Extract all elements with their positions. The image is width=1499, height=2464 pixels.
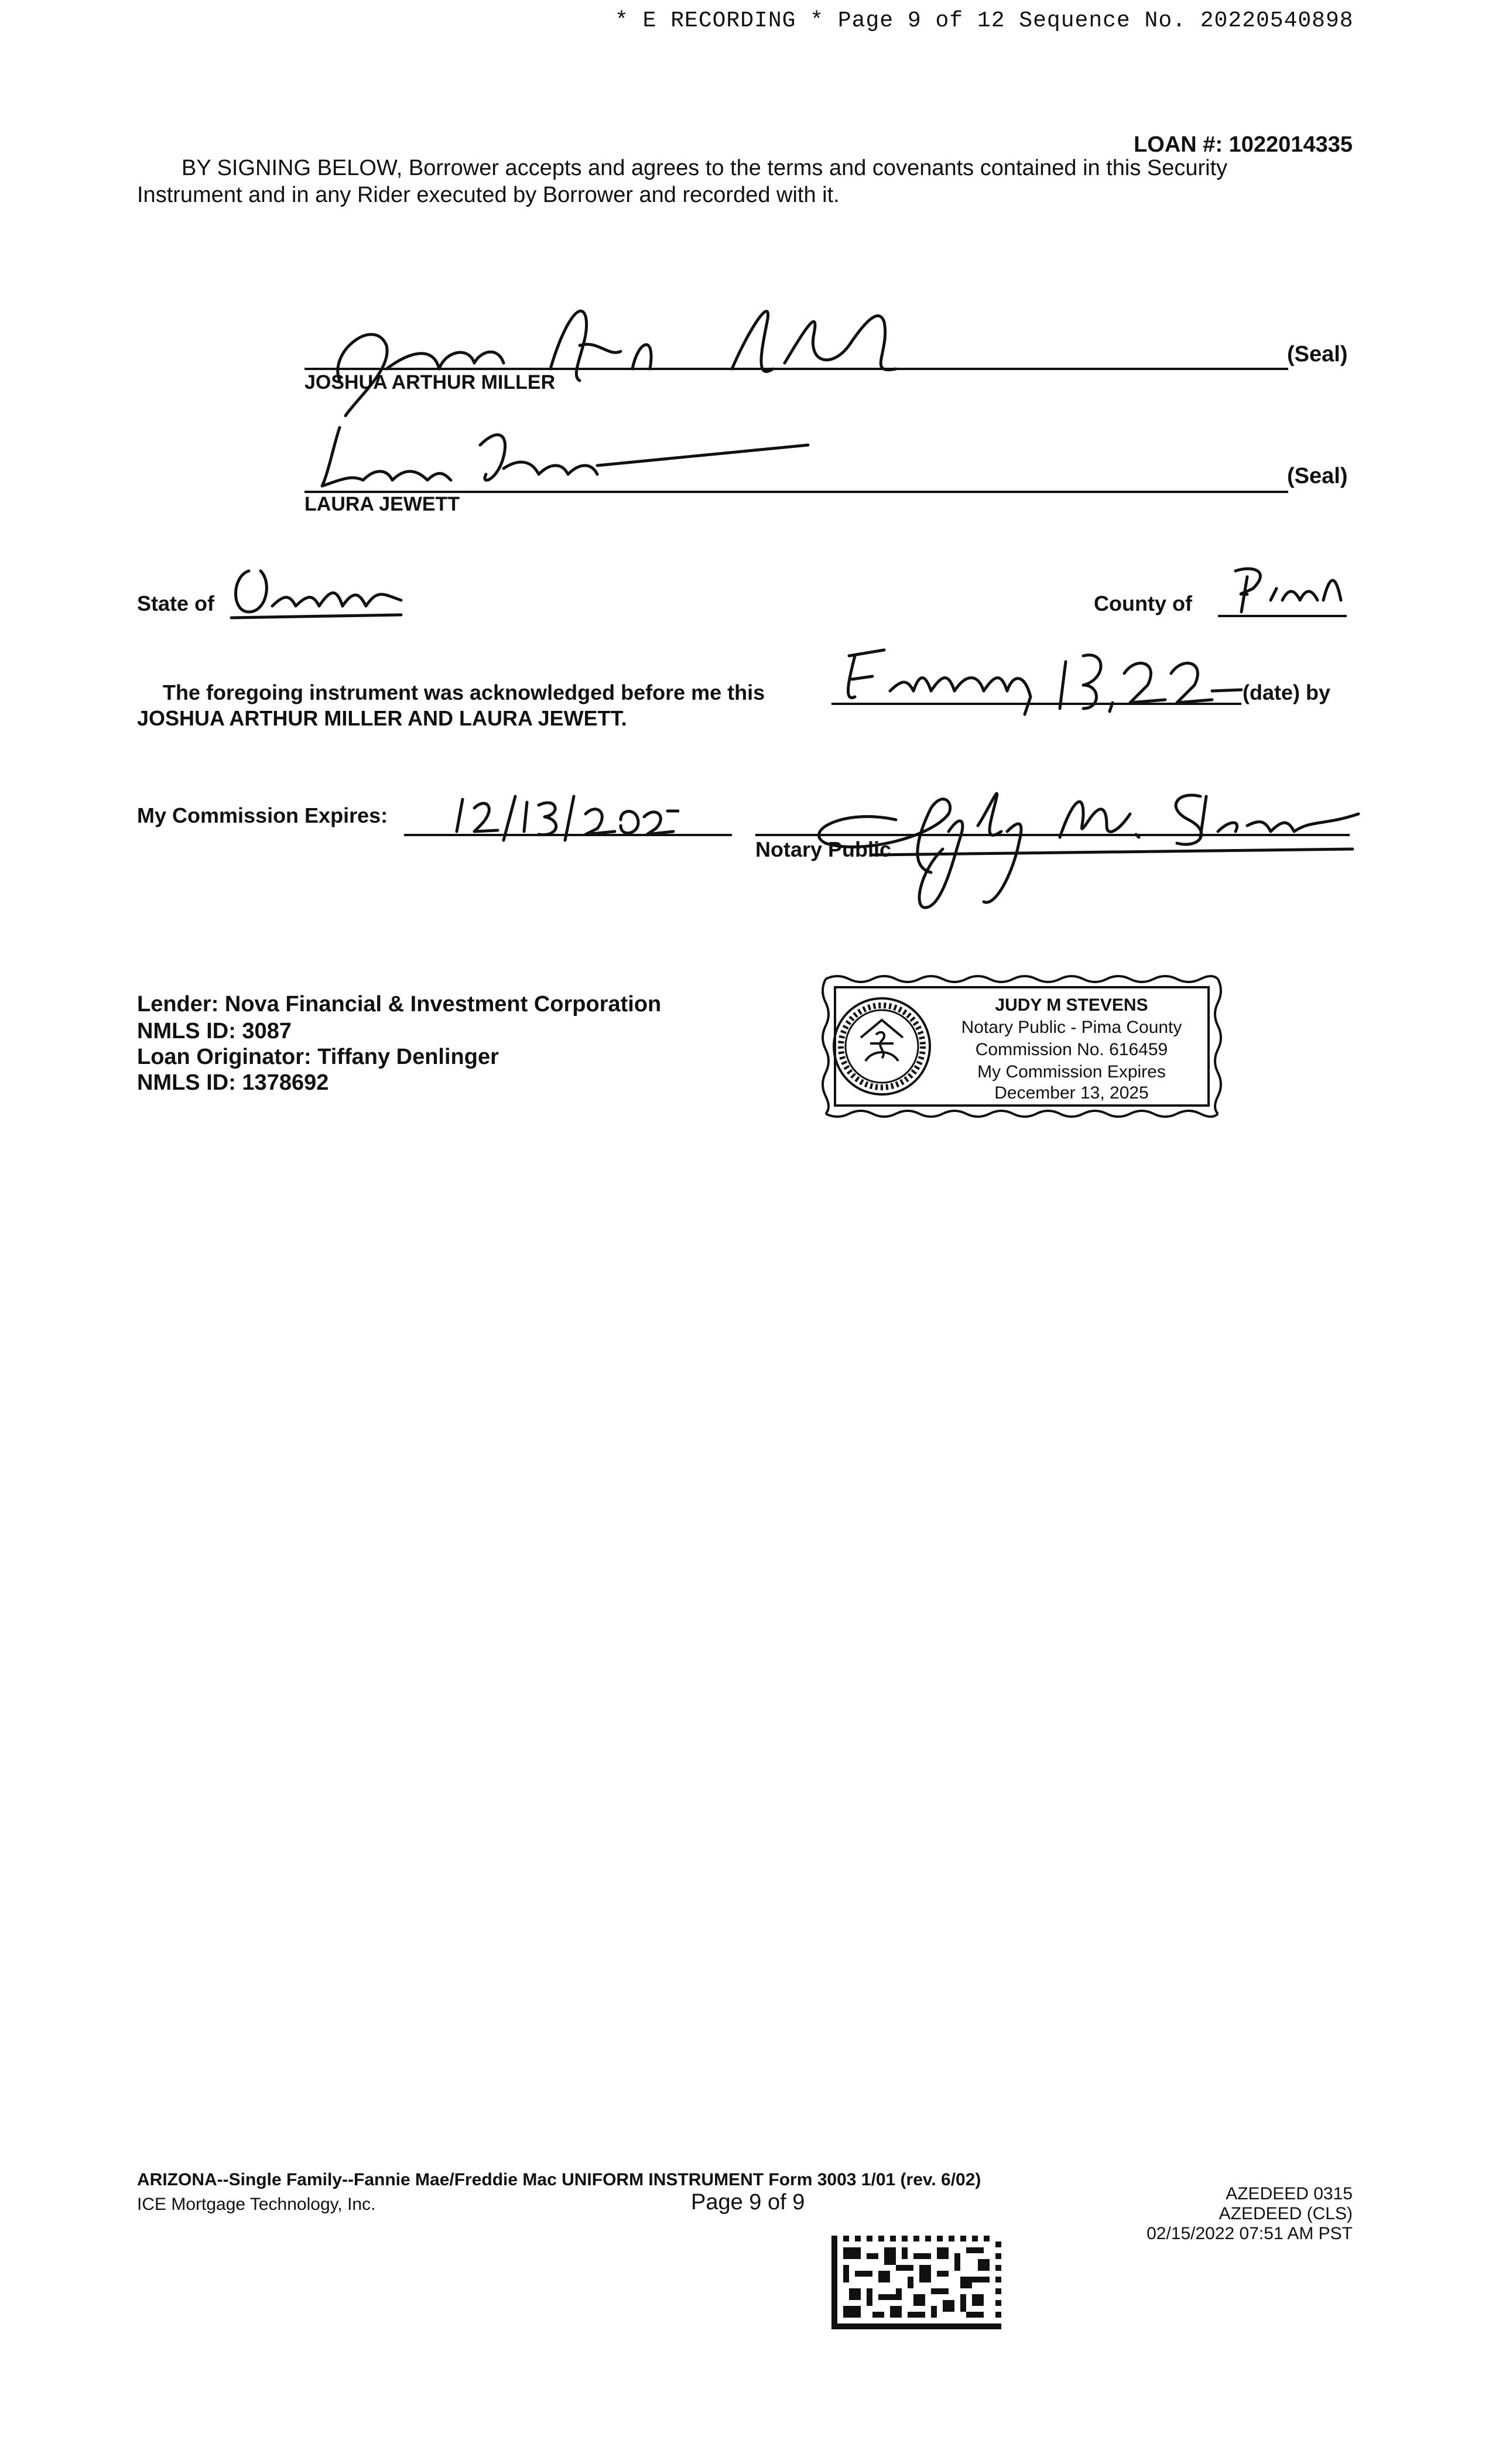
notary-line (755, 834, 1350, 836)
county-line (1218, 615, 1347, 617)
stamp-line-2: Commission No. 616459 (975, 1040, 1168, 1059)
state-handwriting (225, 553, 413, 629)
acknowledgment-line-2: JOSHUA ARTHUR MILLER AND LAURA JEWETT. (137, 706, 627, 730)
acknowledgment-line-1: The foregoing instrument was acknowledged before me this (163, 680, 765, 704)
signer-name-2: LAURA JEWETT (304, 493, 460, 515)
commission-label: My Commission Expires: (137, 803, 388, 827)
stamp-line-3: My Commission Expires (977, 1062, 1166, 1082)
lender-line-4: NMLS ID: 1378692 (137, 1070, 329, 1095)
county-label: County of (1094, 591, 1192, 615)
acknowledgment-date-handwriting (831, 638, 1253, 720)
commission-date-line (404, 834, 732, 836)
seal-label-2: (Seal) (1287, 464, 1348, 488)
footer-timestamp: 02/15/2022 07:51 AM PST (1147, 2224, 1353, 2243)
acknowledgment-date-suffix: (date) by (1243, 680, 1331, 704)
loan-number: LOAN #: 1022014335 (1134, 132, 1353, 157)
intro-line-2: Instrument and in any Rider executed by Borrower and recorded with it. (137, 183, 840, 207)
stamp-name: JUDY M STEVENS (995, 995, 1148, 1015)
signer-name-1: JOSHUA ARTHUR MILLER (304, 371, 556, 393)
signature-joshua-miller (304, 281, 949, 422)
recording-header: * E RECORDING * Page 9 of 12 Sequence No. 20220540898 (615, 8, 1354, 33)
lender-line-3: Loan Originator: Tiffany Denlinger (137, 1045, 499, 1069)
notary-stamp (820, 973, 1224, 1120)
stamp-line-4: December 13, 2025 (994, 1083, 1149, 1103)
acknowledgment-date-line (831, 703, 1241, 705)
county-handwriting (1218, 559, 1353, 624)
seal-label-1: (Seal) (1287, 342, 1348, 367)
signature-line-1 (304, 368, 1288, 370)
footer-code-2: AZEDEED (CLS) (1219, 2204, 1353, 2223)
stamp-line-1: Notary Public - Pima County (961, 1018, 1182, 1037)
lender-line-2: NMLS ID: 3087 (137, 1019, 292, 1043)
footer-form-line: ARIZONA--Single Family--Fannie Mae/Freddie Mac UNIFORM INSTRUMENT Form 3003 1/01 (rev. 6/02) (137, 2170, 981, 2189)
footer-code-1: AZEDEED 0315 (1226, 2184, 1353, 2203)
footer-company: ICE Mortgage Technology, Inc. (137, 2195, 376, 2214)
footer-page-number: Page 9 of 9 (691, 2190, 805, 2215)
barcode-icon (831, 2236, 1001, 2329)
notary-public-label: Notary Public (755, 837, 892, 861)
lender-line-1: Lender: Nova Financial & Investment Corporation (137, 992, 662, 1017)
state-label: State of (137, 591, 215, 615)
intro-line-1: BY SIGNING BELOW, Borrower accepts and agrees to the terms and covenants contained in this Security (182, 156, 1228, 180)
